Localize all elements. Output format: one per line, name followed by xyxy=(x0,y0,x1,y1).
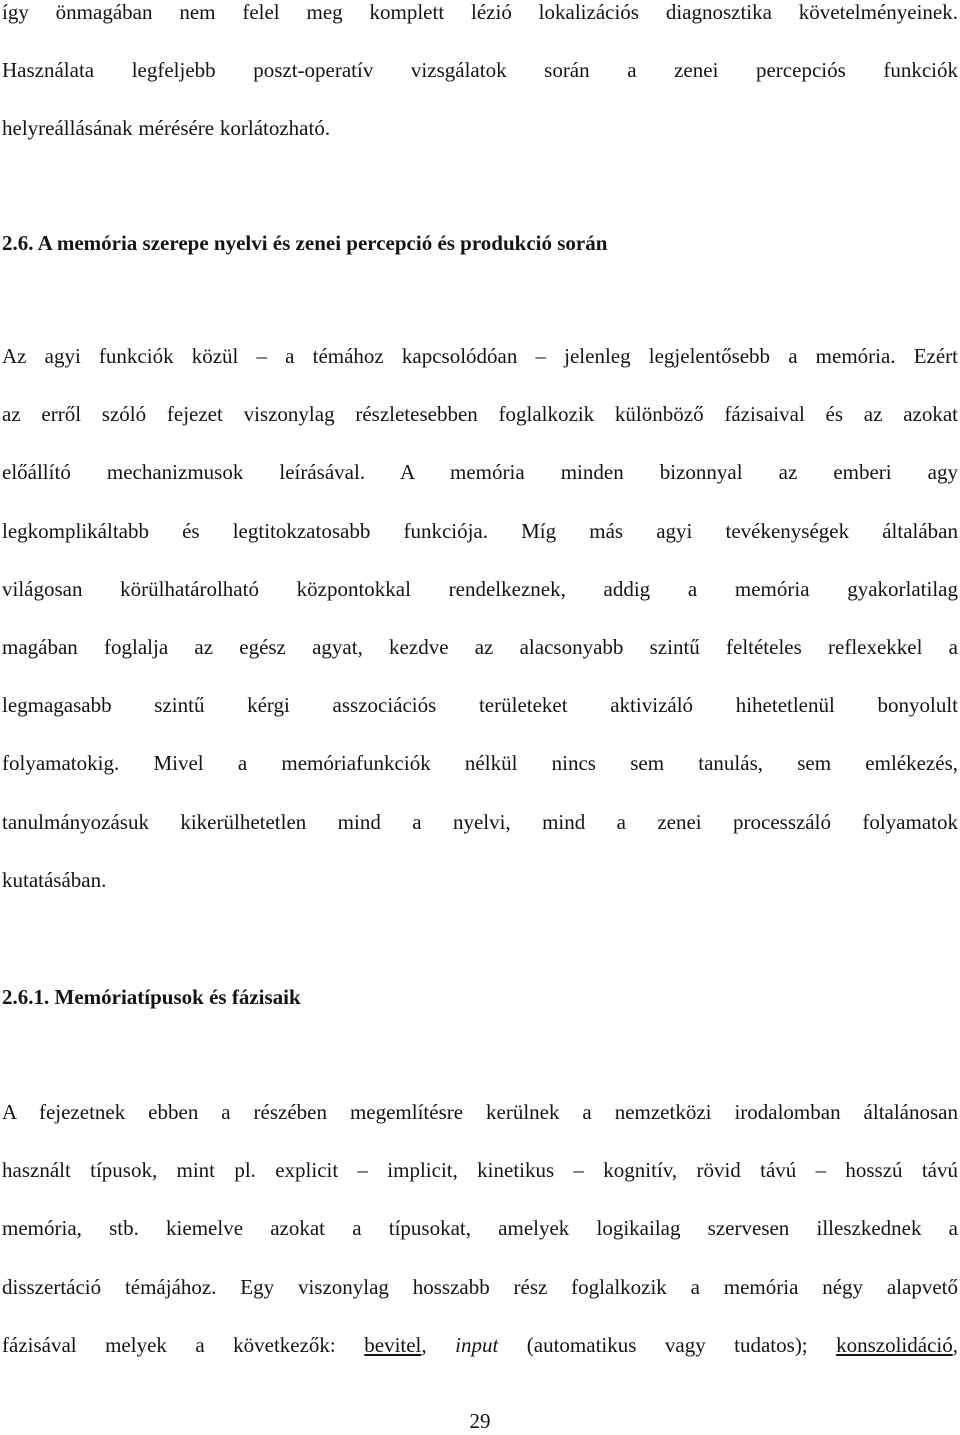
underlined-term-bevitel: bevitel xyxy=(364,1332,422,1357)
text-line: Használata legfeljebb poszt-operatív vizsgálatok során a zenei percepciós funkciók xyxy=(2,58,958,83)
italic-term-input: input xyxy=(455,1332,499,1357)
text-line: disszertáció témájához. Egy viszonylag hosszabb rész foglalkozik a memória négy alapvető xyxy=(2,1274,958,1299)
text-line-last xyxy=(2,1316,958,1374)
section-heading: 2.6. A memória szerepe nyelvi és zenei percepció és produkció során xyxy=(2,231,608,255)
text-line: így önmagában nem felel meg komplett lézió lokalizációs diagnosztika követelményeinek. xyxy=(2,0,958,24)
underlined-term-konszolidacio: konszolidáció xyxy=(836,1332,953,1357)
text-line: A fejezetnek ebben a részében megemlítésre kerülnek a nemzetközi irodalomban általánosan xyxy=(2,1100,958,1124)
text-line: memória, stb. kiemelve azokat a típusokat, amelyek logikailag szervesen illeszkednek a xyxy=(2,1216,958,1241)
document-page xyxy=(2,0,958,1432)
text-fragment: (automatikus vagy tudatos); xyxy=(498,1332,837,1357)
text-fragment: , xyxy=(421,1332,456,1357)
text-line: Az agyi funkciók közül – a témához kapcsolódóan – jelenleg legjelentősebb a memória. Ezért xyxy=(2,344,958,368)
text-line: magában foglalja az egész agyat, kezdve az alacsonyabb szintű feltételes reflexekkel a xyxy=(2,635,958,660)
text-fragment: fázisával melyek a következők: xyxy=(2,1332,365,1357)
paragraph-1 xyxy=(2,327,958,909)
subsection-heading: 2.6.1. Memóriatípusok és fázisaik xyxy=(2,985,301,1009)
text-line: az erről szóló fejezet viszonylag részletesebben foglalkozik különböző fázisaival és az azokat xyxy=(2,402,958,427)
page-number: 29 xyxy=(469,1409,491,1433)
text-line: folyamatokig. Mivel a memóriafunkciók nélkül nincs sem tanulás, sem emlékezés, xyxy=(2,751,958,776)
paragraph-2 xyxy=(2,1083,958,1374)
text-line: legmagasabb szintű kérgi asszociációs területeket aktivizáló hihetetlenül bonyolult xyxy=(2,693,958,718)
text-line: kutatásában. xyxy=(2,867,107,892)
text-line: használt típusok, mint pl. explicit – implicit, kinetikus – kognitív, rövid távú – hosszú távú xyxy=(2,1158,958,1183)
text-line: világosan körülhatárolható központokkal rendelkeznek, addig a memória gyakorlatilag xyxy=(2,576,958,601)
text-line: helyreállásának mérésére korlátozható. xyxy=(2,116,331,141)
text-fragment: , xyxy=(952,1332,958,1357)
continuation-paragraph xyxy=(2,0,958,158)
text-line: előállító mechanizmusok leírásával. A memória minden bizonnyal az emberi agy xyxy=(2,460,958,485)
text-line: legkomplikáltabb és legtitokzatosabb funkciója. Míg más agyi tevékenységek általában xyxy=(2,518,958,543)
text-line: tanulmányozásuk kikerülhetetlen mind a nyelvi, mind a zenei processzáló folyamatok xyxy=(2,809,958,834)
